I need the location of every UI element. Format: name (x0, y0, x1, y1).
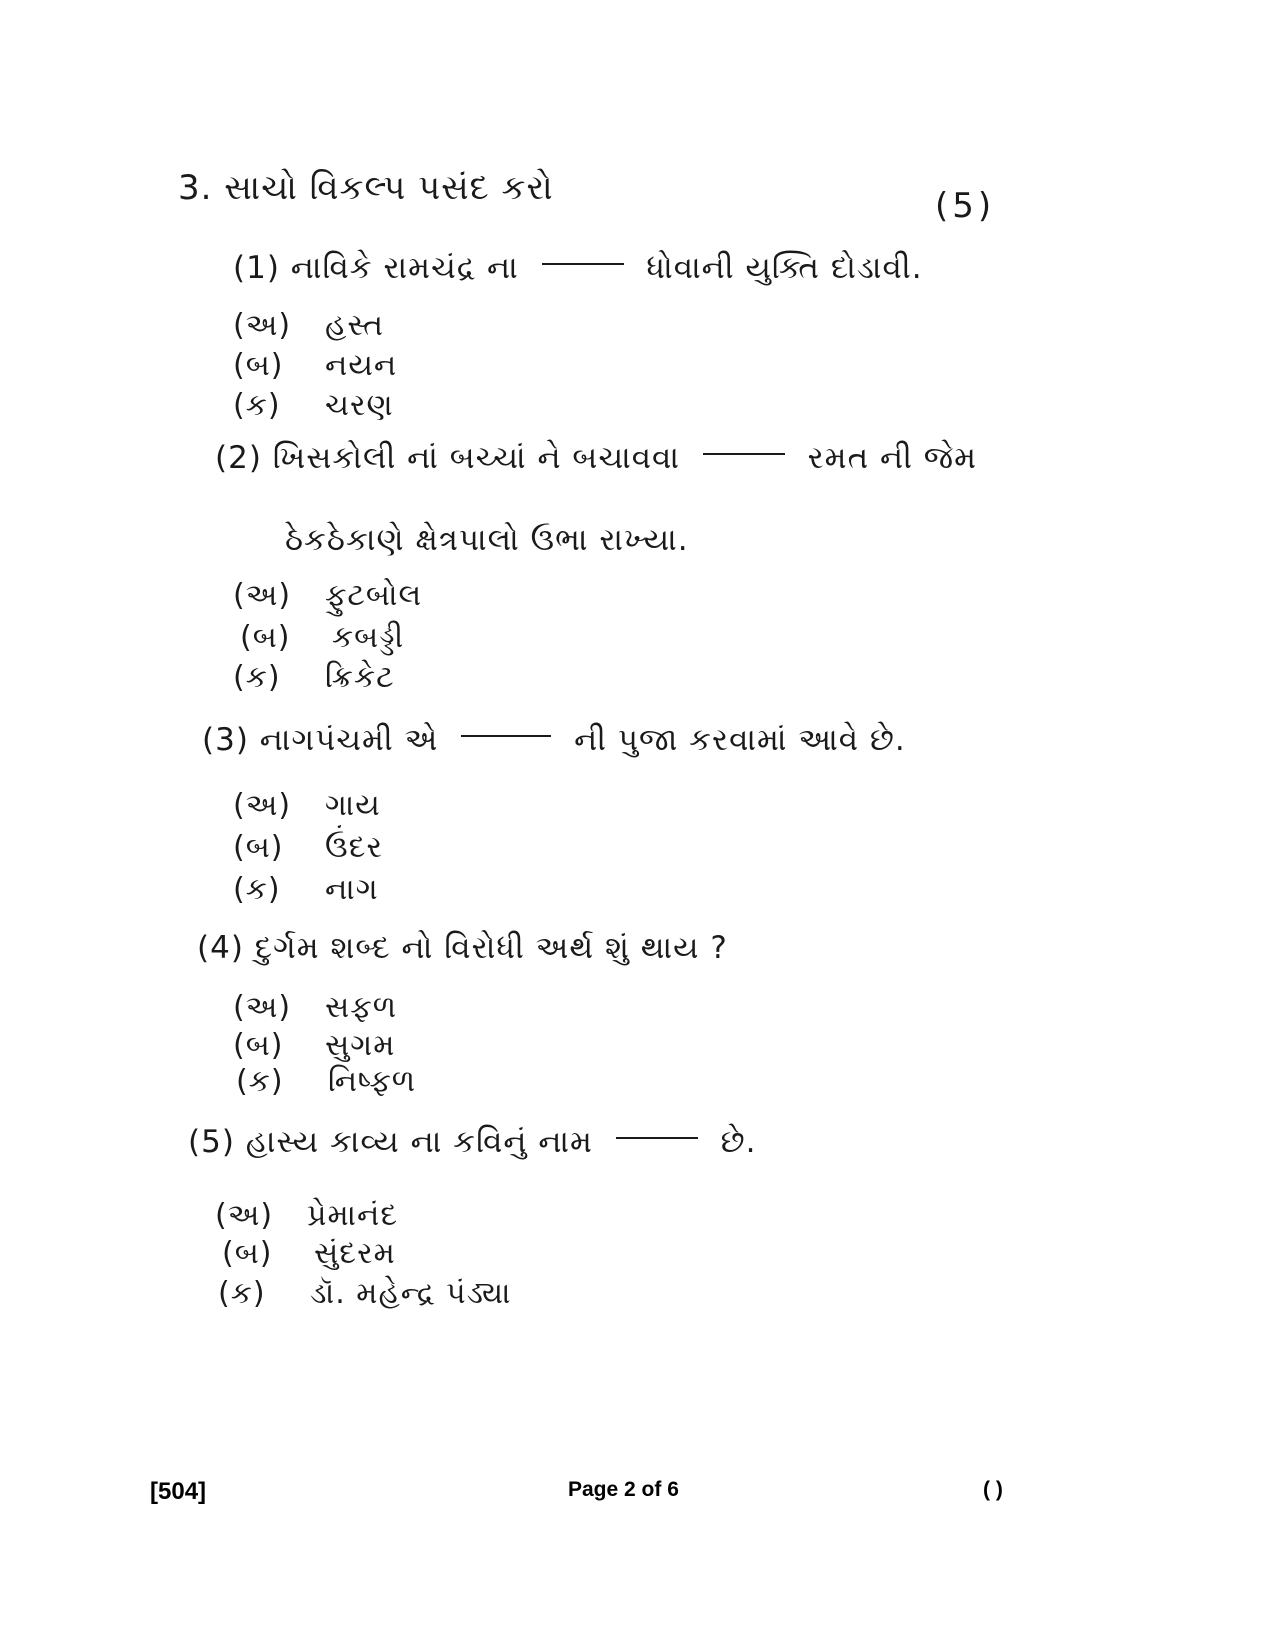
answer-blank (616, 1137, 698, 1139)
option-b (233, 830, 383, 865)
option-text: નિષ્ફળ (328, 1064, 417, 1099)
question-3 (202, 722, 906, 759)
option-text: કબડ્ડી (332, 620, 405, 655)
option-label: (ક) (233, 388, 281, 423)
option-text: ડૉ. મહેન્દ્ર પંડ્યા (310, 1276, 512, 1311)
option-text: સુંદરમ (314, 1236, 396, 1271)
option-c (233, 660, 395, 695)
option-b (222, 1236, 396, 1271)
option-text: સફળ (325, 990, 398, 1025)
question-text-after: છે. (720, 1124, 757, 1160)
option-label: (અ) (233, 990, 292, 1025)
question-number: (3) (202, 722, 249, 758)
option-c (236, 1064, 416, 1099)
option-b (240, 620, 404, 655)
option-a (233, 990, 397, 1025)
option-b (233, 1028, 395, 1063)
answer-blank (703, 453, 785, 455)
question-number: (4) (197, 930, 244, 966)
option-label: (બ) (233, 1028, 284, 1063)
footer-parentheses: ( ) (983, 1478, 1003, 1501)
option-label: (ક) (233, 660, 281, 695)
option-b (233, 348, 397, 383)
option-label: (ક) (236, 1064, 284, 1099)
option-a (215, 1198, 398, 1233)
section-number: 3. (178, 168, 213, 208)
question-text-before: નાગપંચમી એ (259, 722, 439, 758)
question-number: (2) (215, 440, 262, 476)
option-label: (બ) (222, 1236, 273, 1271)
option-label: (ક) (218, 1276, 266, 1311)
option-label: (અ) (233, 578, 292, 613)
option-c (233, 388, 394, 423)
option-text: ગાય (325, 788, 381, 823)
question-text: દુર્ગમ શબ્દ નો વિરોધી અર્થ શું થાય ? (254, 930, 728, 966)
section-heading (178, 168, 554, 208)
question-text-after: ધોવાની યુક્તિ દોડાવી. (646, 250, 923, 286)
option-text: હસ્ત (325, 308, 385, 343)
question-text-before: ખિસકોલી નાં બચ્ચાં ને બચાવવા (272, 440, 680, 476)
question-text-after: ની પુજા કરવામાં આવે છે. (574, 722, 906, 758)
question-number: (1) (233, 250, 280, 286)
option-text: ઉંદર (325, 830, 383, 865)
paper-code: [504] (150, 1478, 207, 1505)
option-text: નાગ (325, 872, 379, 907)
question-1 (233, 250, 923, 287)
question-number: (5) (188, 1124, 235, 1160)
question-text-after: રમત ની જેમ (807, 440, 978, 476)
option-a (233, 578, 422, 613)
option-label: (અ) (233, 308, 292, 343)
option-c (233, 872, 379, 907)
question-2 (215, 440, 977, 477)
section-title: સાચો વિકલ્પ પસંદ કરો (224, 168, 554, 208)
option-text: પ્રેમાનંદ (307, 1198, 399, 1233)
option-c (218, 1276, 511, 1311)
option-text: ચરણ (325, 388, 394, 423)
page-number: Page 2 of 6 (568, 1478, 679, 1501)
question-text-before: નાવિકે રામચંદ્ર ના (290, 250, 519, 286)
option-text: સુગમ (325, 1028, 396, 1063)
question-2-line-2: ઠેકઠેકાણે ક્ષેત્રપાલો ઉભા રાખ્યા. (285, 522, 689, 558)
option-a (233, 308, 384, 343)
option-label: (બ) (240, 620, 291, 655)
answer-blank (542, 263, 624, 265)
question-text-before: હાસ્ય કાવ્ય ના કવિનું નામ (245, 1124, 593, 1160)
question-5 (188, 1124, 756, 1161)
option-text: નયન (325, 348, 398, 383)
question-4 (197, 930, 728, 967)
option-label: (ક) (233, 872, 281, 907)
option-label: (બ) (233, 830, 284, 865)
option-text: ક્રિકેટ (325, 660, 395, 695)
option-text: ફુટબોલ (325, 578, 423, 613)
option-label: (બ) (233, 348, 284, 383)
answer-blank (461, 735, 551, 737)
option-label: (અ) (233, 788, 292, 823)
option-label: (અ) (215, 1198, 274, 1233)
section-marks: (5) (935, 186, 996, 226)
option-a (233, 788, 381, 823)
